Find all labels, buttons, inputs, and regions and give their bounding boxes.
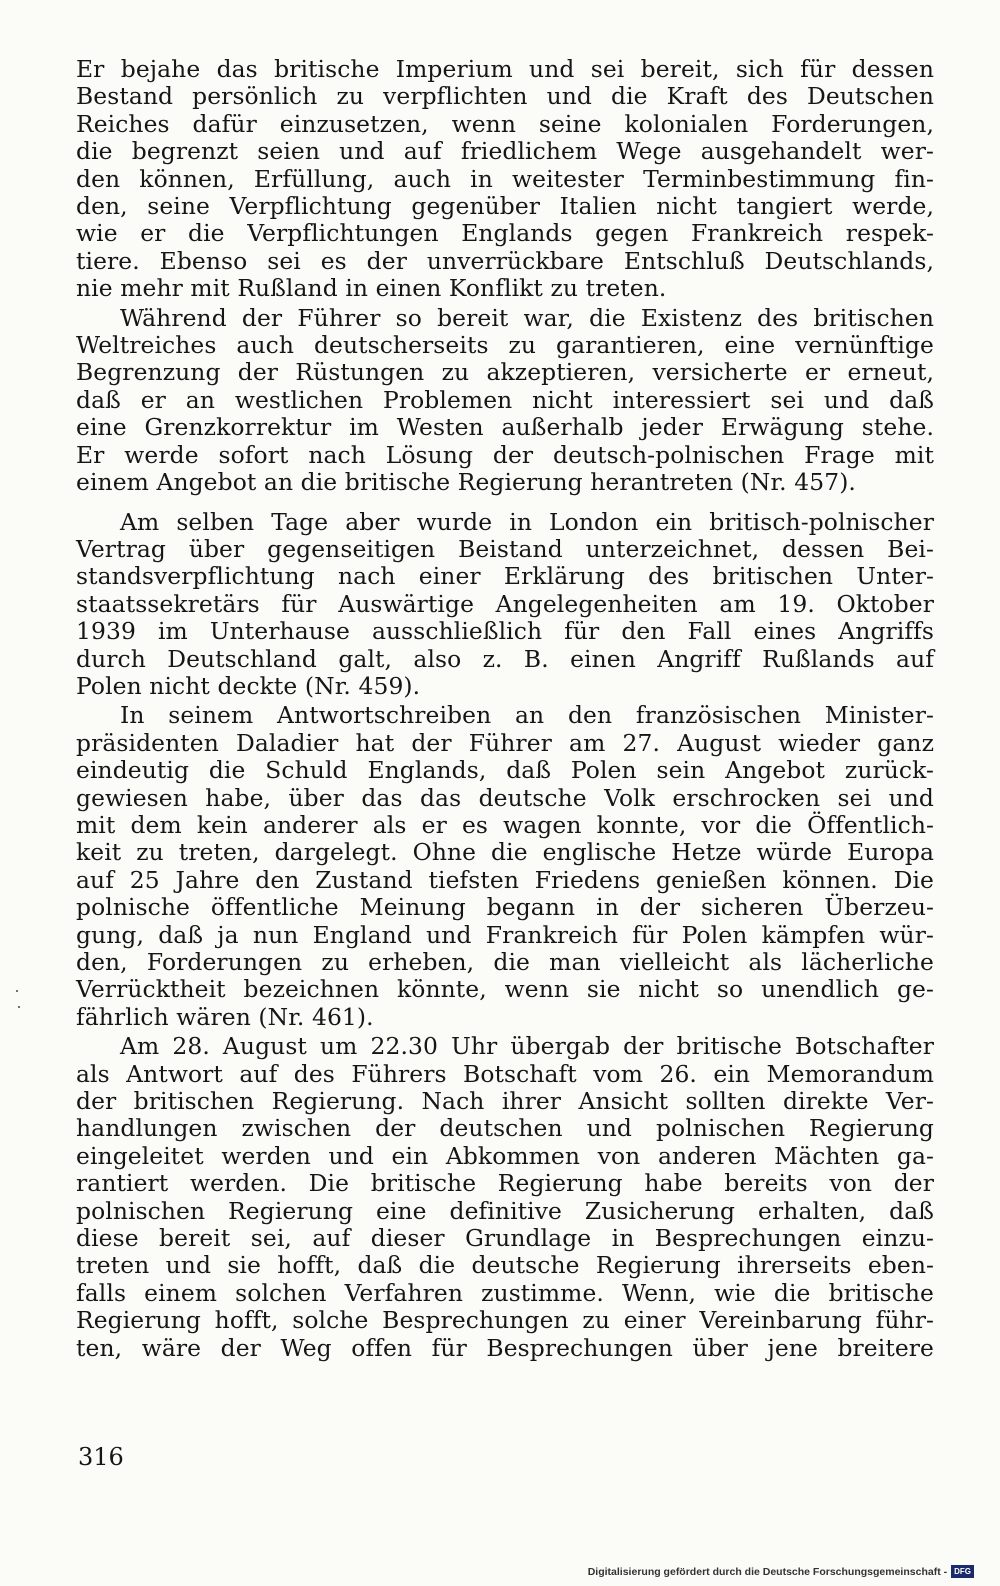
text-line: mit dem kein anderer als er es wagen konnte, vor die Öffentlich- xyxy=(76,810,934,839)
text-line: Bestand persönlich zu verpflichten und die Kraft des Deutschen xyxy=(76,82,934,111)
paragraph xyxy=(76,702,934,1031)
margin-speck xyxy=(16,990,18,992)
text-line: Am 28. August um 22.30 Uhr übergab der britische Botschafter xyxy=(120,1032,934,1061)
text-line: handlungen zwischen der deutschen und polnischen Regierung xyxy=(76,1114,934,1143)
text-line: Polen nicht deckte (Nr. 459). xyxy=(76,671,421,700)
paragraph xyxy=(76,56,934,303)
page-number: 316 xyxy=(78,1443,124,1471)
text-line: einem Angebot an die britische Regierung herantreten (Nr. 457). xyxy=(76,468,856,497)
paragraph xyxy=(76,305,934,497)
text-line: In seinem Antwortschreiben an den französischen Minister- xyxy=(120,701,934,730)
text-line: standsverpflichtung nach einer Erklärung des britischen Unter- xyxy=(76,562,934,591)
text-line: durch Deutschland galt, also z. B. einen Angriff Rußlands auf xyxy=(76,644,934,673)
body-text xyxy=(76,56,934,1362)
digitization-footer xyxy=(588,1565,974,1578)
text-line: fährlich wären (Nr. 461). xyxy=(76,1002,374,1031)
text-line: Er bejahe das britische Imperium und sei bereit, sich für dessen xyxy=(76,55,934,83)
text-line: wie er die Verpflichtungen Englands gegen Frankreich respek- xyxy=(76,219,934,248)
text-line: polnische öffentliche Meinung begann in der sicheren Überzeu- xyxy=(76,893,934,922)
text-line: eindeutig die Schuld Englands, daß Polen sein Angebot zurück- xyxy=(76,756,934,785)
paragraph xyxy=(76,1033,934,1362)
text-line: auf 25 Jahre den Zustand tiefsten Friedens genießen können. Die xyxy=(76,865,934,894)
text-line: keit zu treten, dargelegt. Ohne die englische Hetze würde Europa xyxy=(76,838,934,867)
text-line: Weltreiches auch deutscherseits zu garantieren, eine vernünftige xyxy=(76,331,934,360)
paragraph xyxy=(76,509,934,701)
text-line: als Antwort auf des Führers Botschaft vom 26. ein Memorandum xyxy=(76,1059,934,1088)
text-line: Vertrag über gegenseitigen Beistand unterzeichnet, dessen Bei- xyxy=(76,534,934,563)
text-line: den, seine Verpflichtung gegenüber Italien nicht tangiert werde, xyxy=(76,192,934,221)
text-line: falls einem solchen Verfahren zustimme. Wenn, wie die britische xyxy=(76,1278,934,1307)
text-line: Am selben Tage aber wurde in London ein britisch-polnischer xyxy=(120,507,934,536)
footer-credit: Digitalisierung gefördert durch die Deutsche Forschungsgemeinschaft - xyxy=(587,1565,948,1578)
text-line: Verrücktheit bezeichnen könnte, wenn sie nicht so unendlich ge- xyxy=(76,975,934,1004)
text-line: Reiches dafür einzusetzen, wenn seine kolonialen Forderungen, xyxy=(76,109,934,138)
text-line: Regierung hofft, solche Besprechungen zu einer Vereinbarung führ- xyxy=(76,1306,934,1335)
text-line: nie mehr mit Rußland in einen Konflikt zu treten. xyxy=(76,274,667,303)
text-line: gung, daß ja nun England und Frankreich für Polen kämpfen wür- xyxy=(76,920,934,949)
text-line: staatssekretärs für Auswärtige Angelegenheiten am 19. Oktober xyxy=(76,589,934,618)
text-line: den können, Erfüllung, auch in weitester Terminbestimmung fin- xyxy=(76,164,934,193)
text-line: tiere. Ebenso sei es der unverrückbare Entschluß Deutschlands, xyxy=(76,246,934,275)
text-line: daß er an westlichen Problemen nicht interessiert sei und daß xyxy=(76,385,934,414)
text-line: eine Grenzkorrektur im Westen außerhalb jeder Erwägung stehe. xyxy=(76,413,934,442)
margin-speck xyxy=(18,1006,20,1008)
text-line: die begrenzt seien und auf friedlichem Wege ausgehandelt wer- xyxy=(76,137,934,166)
text-line: präsidenten Daladier hat der Führer am 27. August wieder ganz xyxy=(76,728,934,757)
text-line: eingeleitet werden und ein Abkommen von anderen Mächten ga- xyxy=(76,1141,934,1170)
text-line: Er werde sofort nach Lösung der deutsch-polnischen Frage mit xyxy=(76,440,934,469)
text-line: treten und sie hofft, daß die deutsche Regierung ihrerseits eben- xyxy=(76,1251,934,1280)
text-line: 1939 im Unterhause ausschließlich für den Fall eines Angriffs xyxy=(76,617,934,646)
text-line: gewiesen habe, über das das deutsche Volk erschrocken sei und xyxy=(76,783,934,812)
text-line: rantiert werden. Die britische Regierung habe bereits von der xyxy=(76,1169,934,1198)
dfg-logo-icon: DFG xyxy=(951,1565,974,1578)
text-line: Begrenzung der Rüstungen zu akzeptieren, versicherte er erneut, xyxy=(76,358,934,387)
text-line: Während der Führer so bereit war, die Existenz des britischen xyxy=(120,303,934,332)
text-line: polnischen Regierung eine definitive Zusicherung erhalten, daß xyxy=(76,1196,934,1225)
text-line: der britischen Regierung. Nach ihrer Ansicht sollten direkte Ver- xyxy=(76,1087,934,1116)
text-line: diese bereit sei, auf dieser Grundlage in Besprechungen einzu- xyxy=(76,1224,934,1253)
text-line: den, Forderungen zu erheben, die man vielleicht als lächerliche xyxy=(76,948,934,976)
text-line: ten, wäre der Weg offen für Besprechungen über jene breitere xyxy=(76,1333,934,1362)
